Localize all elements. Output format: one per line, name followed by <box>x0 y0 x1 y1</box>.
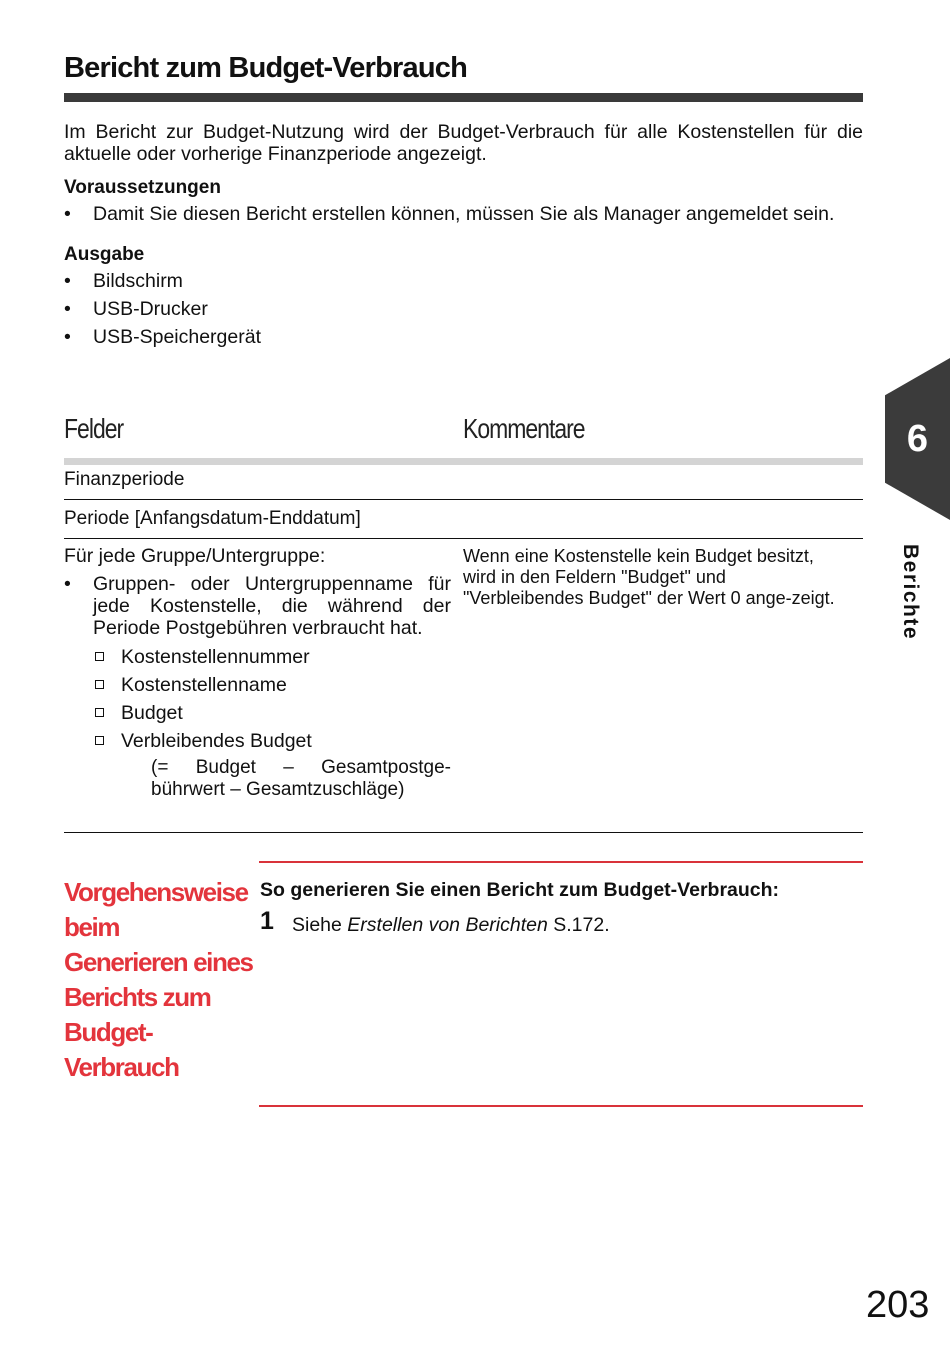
list-item <box>64 270 863 292</box>
intro-section <box>64 121 863 348</box>
list-item <box>64 203 863 225</box>
page-number: 203 <box>866 1284 930 1326</box>
procedure-heading: So generieren Sie einen Bericht zum Budget-Verbrauch: <box>260 879 780 901</box>
list-item <box>64 727 451 755</box>
subitem-text: Budget <box>121 702 183 724</box>
output-item-text: USB-Speichergerät <box>93 326 261 348</box>
table-bottom-rule <box>64 832 863 833</box>
groups-lead-text: Für jede Gruppe/Untergruppe: <box>64 545 326 567</box>
step-link-reference[interactable]: Erstellen von Berichten <box>347 914 548 936</box>
procedure-top-rule <box>259 861 863 863</box>
prerequisites-heading: Voraussetzungen <box>64 177 221 198</box>
procedure-title-line: Generieren eines <box>64 947 253 977</box>
procedure-title-line: beim <box>64 912 120 942</box>
remaining-budget-formula: (= Budget – Gesamtpostge-bührwert – Gesamtzuschläge) <box>151 757 451 800</box>
groups-bullet-list <box>64 573 451 639</box>
procedure-title-line: Verbrauch <box>64 1052 179 1082</box>
prerequisite-text: Damit Sie diesen Bericht erstellen können, müssen Sie als Manager angemeldet sein. <box>93 203 835 225</box>
intro-paragraph: Im Bericht zur Budget-Nutzung wird der Budget-Verbrauch für alle Kostenstellen für die aktuelle oder vorherige Finanzperiode angezeigt. <box>64 121 863 165</box>
prerequisites-list <box>64 203 863 225</box>
procedure-title-line: Vorgehensweise <box>64 877 248 907</box>
list-item <box>64 573 451 639</box>
subitem-text: Kostenstellennummer <box>121 646 310 668</box>
list-item <box>64 643 451 671</box>
bullet-icon: • <box>64 298 71 320</box>
column-header-fields: Felder <box>64 413 124 444</box>
column-header-comments: Kommentare <box>463 413 585 444</box>
table-cell-period-range: Periode [Anfangsdatum-Enddatum] <box>64 508 361 529</box>
procedure-title <box>64 875 254 1085</box>
procedure-bottom-rule <box>259 1105 863 1107</box>
checkbox-square-icon <box>95 708 104 717</box>
bullet-icon: • <box>64 270 71 292</box>
bullet-icon: • <box>64 203 71 225</box>
groups-subitem-list <box>64 643 451 755</box>
chapter-number: 6 <box>906 417 929 460</box>
list-item <box>64 671 451 699</box>
step-text <box>292 914 610 937</box>
page-title: Bericht zum Budget-Verbrauch <box>64 52 467 84</box>
checkbox-square-icon <box>95 652 104 661</box>
table-cell-financial-period: Finanzperiode <box>64 469 185 490</box>
step-number: 1 <box>260 907 274 935</box>
groups-bullet-text: Gruppen- oder Untergruppenname für jede Kostenstelle, die während der Periode Postgebühren verbraucht hat. <box>93 573 451 639</box>
bullet-icon: • <box>64 573 71 595</box>
table-header-rule <box>64 458 863 465</box>
subitem-text: Verbleibendes Budget <box>121 730 312 752</box>
list-item <box>64 298 863 320</box>
table-row-divider <box>64 538 863 539</box>
checkbox-square-icon <box>95 680 104 689</box>
checkbox-square-icon <box>95 736 104 745</box>
table-row-divider <box>64 499 863 500</box>
subitem-text: Kostenstellenname <box>121 674 287 696</box>
output-list <box>64 270 863 348</box>
title-underline-bar <box>64 93 863 102</box>
procedure-title-line: Budget- <box>64 1017 153 1047</box>
list-item <box>64 699 451 727</box>
procedure-title-line: Berichts zum <box>64 982 211 1012</box>
bullet-icon: • <box>64 326 71 348</box>
list-item <box>64 326 863 348</box>
output-heading: Ausgabe <box>64 244 145 265</box>
chapter-label: Berichte <box>899 544 922 641</box>
table-cell-comment: Wenn eine Kostenstelle kein Budget besitzt, wird in den Feldern "Budget" und "Verbleibendes Budget" der Wert 0 ange-zeigt. <box>463 546 835 608</box>
output-item-text: USB-Drucker <box>93 298 208 320</box>
table-cell-groups <box>64 545 451 801</box>
step-text-prefix: Siehe <box>292 914 348 936</box>
step-page-reference: S.172. <box>547 914 610 936</box>
output-item-text: Bildschirm <box>93 270 183 292</box>
